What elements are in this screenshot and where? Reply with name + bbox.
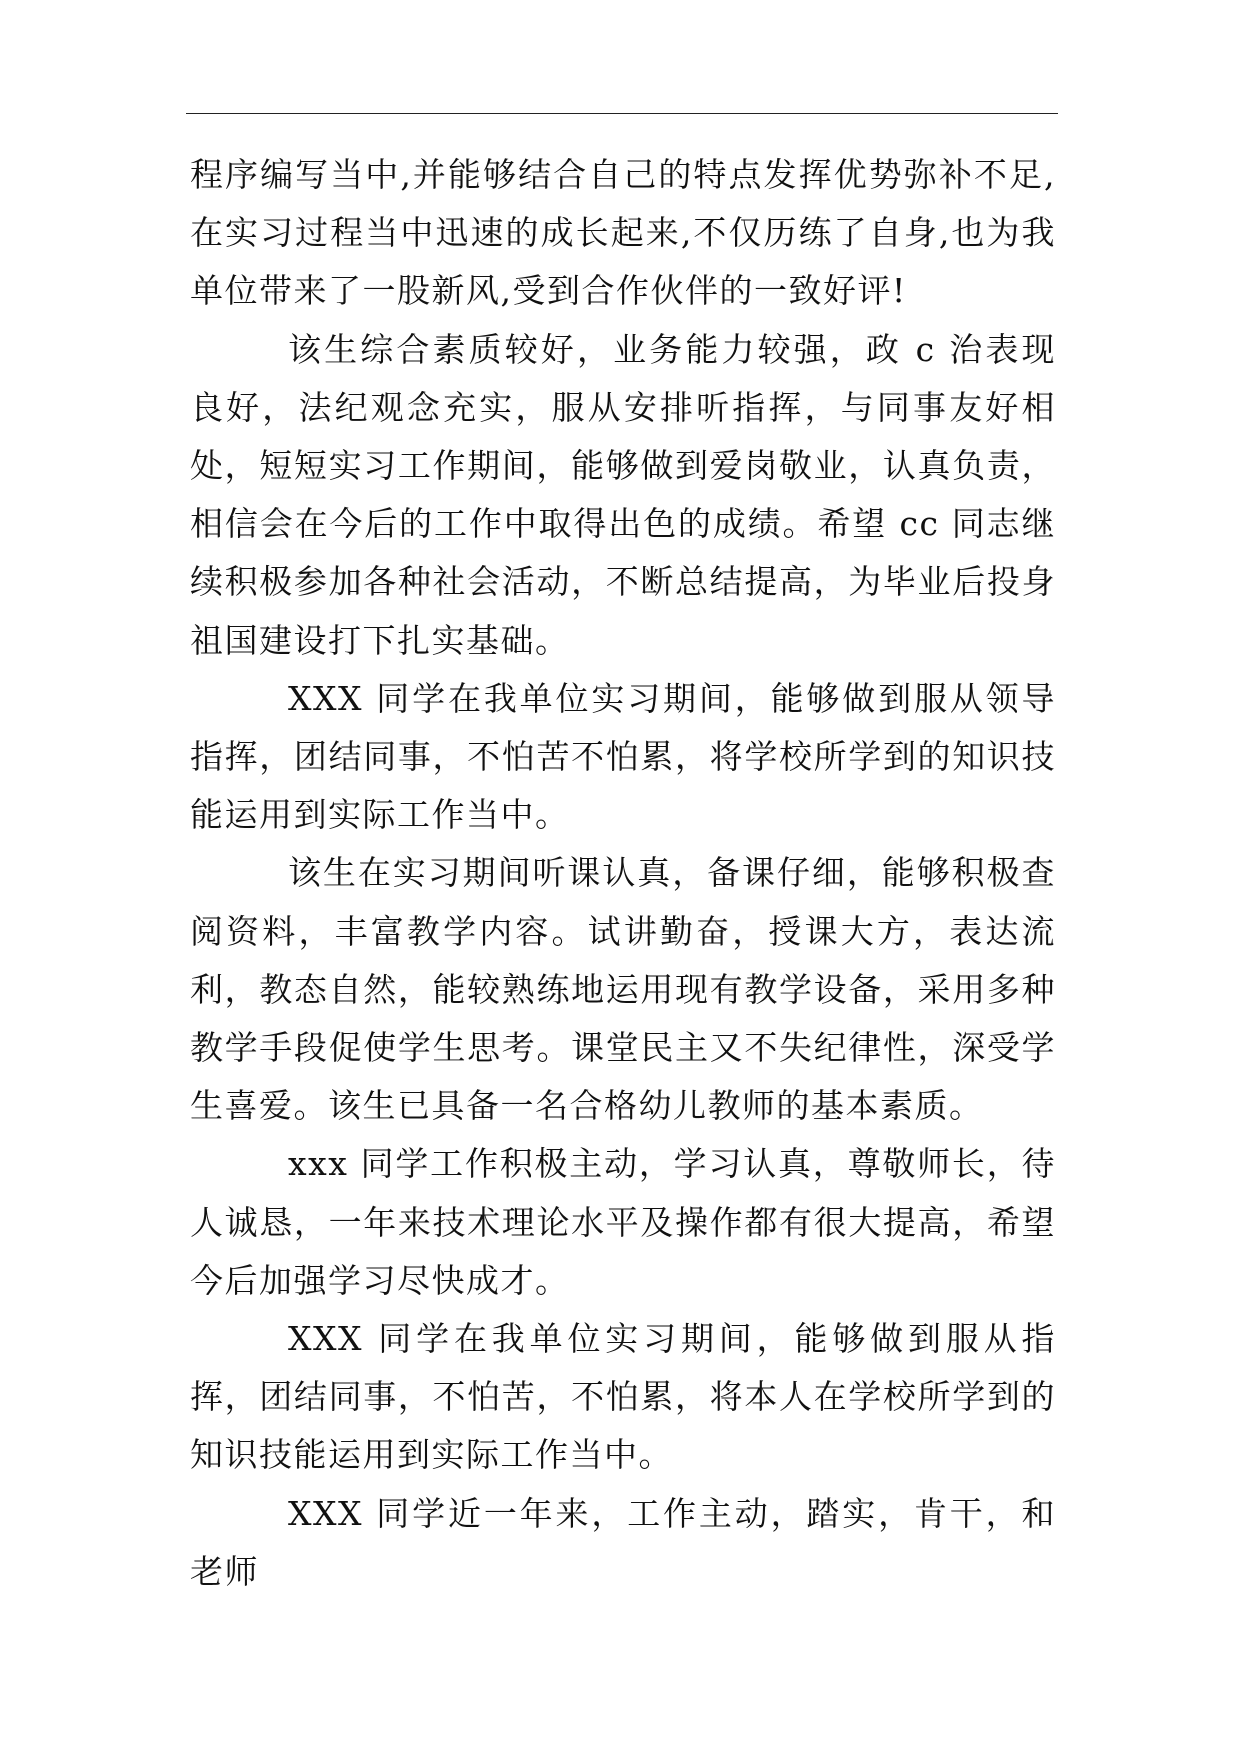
paragraph-evaluation-5: XXX 同学在我单位实习期间，能够做到服从指挥，团结同事，不怕苦，不怕累，将本人在学校所学到的知识技能运用到实际工作当中。 — [190, 1319, 1056, 1475]
paragraph-evaluation-4: xxx 同学工作积极主动，学习认真，尊敬师长，待人诚恳，一年来技术理论水平及操作都有很大提高，希望今后加强学习尽快成才。 — [190, 1144, 1056, 1300]
header-rule — [186, 113, 1058, 114]
paragraph-evaluation-6: XXX 同学近一年来，工作主动，踏实，肯干，和老师 — [190, 1493, 1056, 1591]
document-body — [190, 146, 1056, 1601]
paragraph-evaluation-1: 该生综合素质较好，业务能力较强，政 c 治表现良好，法纪观念充实，服从安排听指挥，与同事友好相处，短短实习工作期间，能够做到爱岗敬业，认真负责，相信会在今后的工作中取得出色的成绩。希望 cc 同志继续积极参加各种社会活动，不断总结提高，为毕业后投身祖国建设打下扎实基础。 — [190, 329, 1056, 660]
paragraph-evaluation-3: 该生在实习期间听课认真，备课仔细，能够积极查阅资料，丰富教学内容。试讲勤奋，授课大方，表达流利，教态自然，能较熟练地运用现有教学设备，采用多种教学手段促使学生思考。课堂民主又不失纪律性，深受学生喜爱。该生已具备一名合格幼儿教师的基本素质。 — [190, 853, 1056, 1126]
paragraph-continuation: 程序编写当中,并能够结合自己的特点发挥优势弥补不足,在实习过程当中迅速的成长起来,不仅历练了自身,也为我单位带来了一股新风,受到合作伙伴的一致好评! — [190, 155, 1056, 311]
paragraph-evaluation-2: XXX 同学在我单位实习期间，能够做到服从领导指挥，团结同事，不怕苦不怕累，将学校所学到的知识技能运用到实际工作当中。 — [190, 678, 1056, 835]
